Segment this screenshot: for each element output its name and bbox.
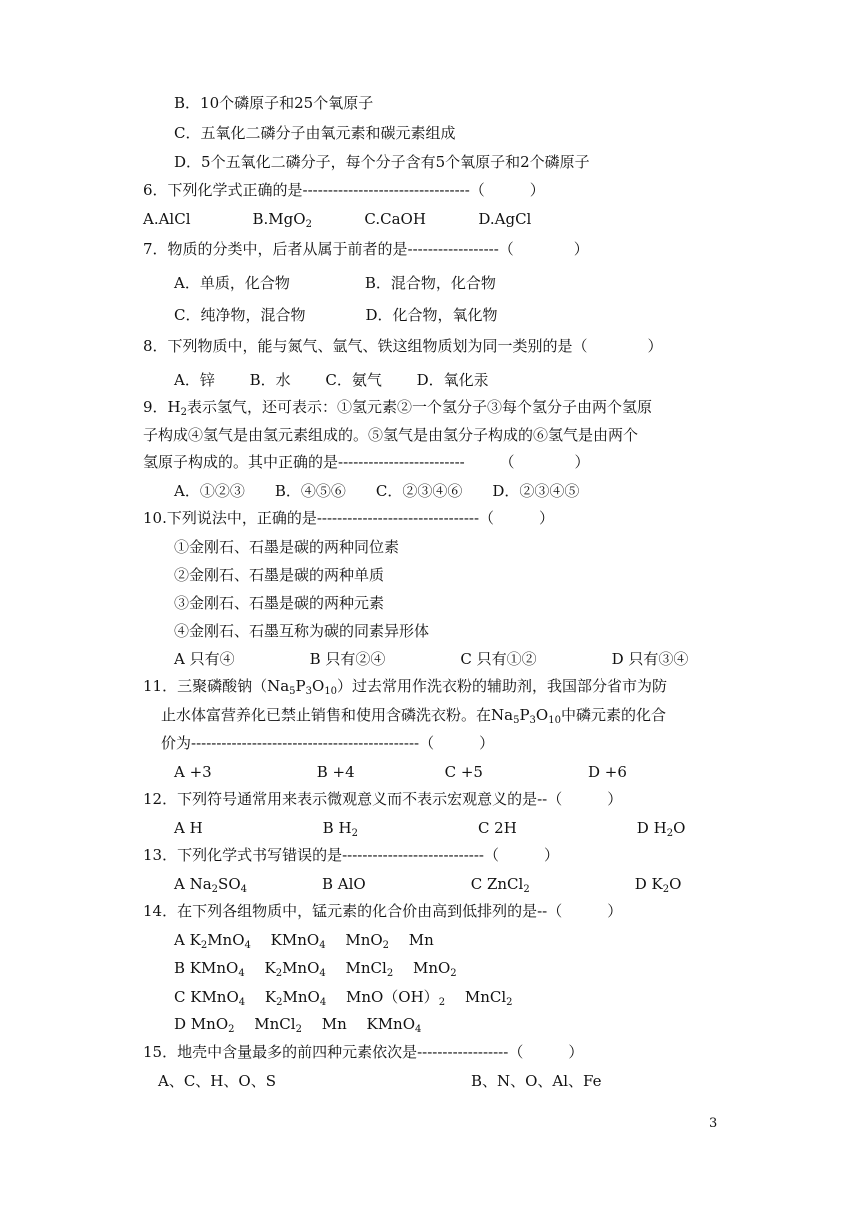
q10-options: A 只有④ B 只有②④ C 只有①② D 只有③④ bbox=[174, 650, 689, 668]
text-run: C.CaOH bbox=[364, 210, 426, 228]
subscript: 4 bbox=[238, 968, 245, 979]
text-run: O bbox=[312, 677, 325, 695]
q13-stem: 13．下列化学式书写错误的是----------------------------（ ） bbox=[143, 846, 560, 864]
subscript: 2 bbox=[276, 997, 283, 1008]
q12-options bbox=[174, 818, 685, 838]
q11-stem-line3: 价为---------------------------------------------（ ） bbox=[161, 734, 495, 752]
subscript: 2 bbox=[180, 407, 187, 418]
q15-stem: 15．地壳中含量最多的前四种元素依次是------------------（ ） bbox=[143, 1043, 584, 1061]
q5-option-b: B．10个磷原子和25个氧原子 bbox=[174, 94, 374, 112]
subscript: 2 bbox=[666, 828, 674, 839]
text-run: MnO bbox=[282, 959, 320, 977]
text-run: A H B H bbox=[174, 819, 352, 837]
q11-stem-line1 bbox=[143, 676, 667, 696]
subscript: 2 bbox=[351, 828, 358, 839]
subscript: 4 bbox=[415, 1024, 422, 1035]
subscript: 2 bbox=[228, 1024, 235, 1035]
q14-option-b bbox=[174, 958, 457, 978]
text-run: MnO bbox=[207, 931, 245, 949]
q11-options: A +3 B +4 C +5 D +6 bbox=[174, 763, 627, 781]
q14-option-a bbox=[174, 930, 434, 950]
subscript: 10 bbox=[324, 686, 338, 697]
text-run bbox=[312, 210, 364, 228]
text-run: KMnO bbox=[250, 931, 320, 949]
subscript: 4 bbox=[319, 968, 326, 979]
text-run: MnCl bbox=[445, 988, 507, 1006]
q15-options: A、C、H、O、S B、N、O、Al、Fe bbox=[158, 1072, 602, 1090]
q8-stem: 8．下列物质中，能与氮气、氩气、铁这组物质划为同一类别的是（ ） bbox=[143, 337, 663, 355]
q14-option-d bbox=[174, 1014, 421, 1034]
text-run: C 2H D H bbox=[357, 819, 667, 837]
text-run: Mn bbox=[389, 931, 434, 949]
text-run: K bbox=[244, 959, 276, 977]
subscript: 2 bbox=[275, 968, 283, 979]
text-run: 11．三聚磷酸钠（Na bbox=[143, 677, 290, 695]
text-run: MnCl bbox=[234, 1015, 296, 1033]
subscript: 2 bbox=[523, 884, 530, 895]
text-run: D.AgCl bbox=[478, 210, 532, 228]
subscript: 2 bbox=[295, 1024, 302, 1035]
subscript: 5 bbox=[289, 686, 296, 697]
subscript: 2 bbox=[506, 997, 513, 1008]
q12-stem: 12．下列符号通常用来表示微观意义而不表示宏观意义的是--（ ） bbox=[143, 790, 623, 808]
text-run: D K bbox=[529, 875, 663, 893]
text-run: A Na bbox=[174, 875, 212, 893]
q14-stem: 14．在下列各组物质中，锰元素的化合价由高到低排列的是--（ ） bbox=[143, 902, 623, 920]
text-run: B AlO C ZnCl bbox=[247, 875, 524, 893]
q10-stem: 10.下列说法中，正确的是--------------------------------（ ） bbox=[143, 509, 555, 527]
q6-stem: 6．下列化学式正确的是---------------------------------（ ） bbox=[143, 181, 545, 199]
subscript: 2 bbox=[438, 997, 446, 1008]
text-run bbox=[191, 210, 253, 228]
q7-options-cd: C．纯净物，混合物 D．化合物，氧化物 bbox=[174, 306, 498, 324]
subscript: 2 bbox=[450, 968, 457, 979]
text-run: MnO bbox=[282, 988, 320, 1006]
text-run: A K bbox=[174, 931, 201, 949]
text-run: K bbox=[245, 988, 277, 1006]
subscript: 2 bbox=[211, 884, 219, 895]
text-run: ）过去常用作洗衣粉的辅助剂，我国部分省市为防 bbox=[337, 677, 668, 695]
text-run: O bbox=[673, 819, 686, 837]
q7-options-ab: A．单质，化合物 B．混合物，化合物 bbox=[174, 274, 496, 292]
q6-options bbox=[143, 209, 531, 229]
q9-stem-line2: 子构成④氢气是由氢元素组成的。⑤氢气是由氢分子构成的⑥氢气是由两个 bbox=[143, 426, 639, 444]
q10-statement-3: ③金刚石、石墨是碳的两种元素 bbox=[174, 594, 385, 612]
text-run: MnO bbox=[393, 959, 451, 977]
page-number: 3 bbox=[709, 1116, 718, 1131]
q8-options: A．锌 B．水 C．氨气 D．氧化汞 bbox=[174, 371, 489, 389]
q11-stem-line2 bbox=[161, 705, 666, 725]
q10-statement-4: ④金刚石、石墨互称为碳的同素异形体 bbox=[174, 622, 430, 640]
q5-option-c: C．五氧化二磷分子由氧元素和碳元素组成 bbox=[174, 124, 456, 142]
q10-statement-2: ②金刚石、石墨是碳的两种单质 bbox=[174, 566, 385, 584]
text-run: 止水体富营养化已禁止销售和使用含磷洗衣粉。在Na bbox=[161, 706, 514, 724]
subscript: 4 bbox=[240, 884, 247, 895]
text-run: 表示氢气，还可表示：①氢元素②一个氢分子③每个氢分子由两个氢原 bbox=[187, 398, 653, 416]
text-run: SO bbox=[218, 875, 241, 893]
text-run: MnO bbox=[325, 931, 383, 949]
subscript: 10 bbox=[548, 715, 561, 726]
text-run: MnCl bbox=[325, 959, 387, 977]
text-run: B KMnO bbox=[174, 959, 239, 977]
subscript: 4 bbox=[319, 997, 327, 1008]
subscript: 3 bbox=[529, 715, 536, 726]
q9-stem-line1 bbox=[143, 397, 652, 417]
q14-option-c bbox=[174, 987, 513, 1007]
q9-stem-line3: 氢原子构成的。其中正确的是------------------------- （ ） bbox=[143, 453, 590, 471]
q7-stem: 7．物质的分类中，后者从属于前者的是------------------（ ） bbox=[143, 240, 589, 258]
subscript: 2 bbox=[662, 884, 670, 895]
text-run: O bbox=[669, 875, 682, 893]
text-run: 中磷元素的化合 bbox=[560, 706, 666, 724]
text-run: Mn KMnO bbox=[301, 1015, 416, 1033]
text-run bbox=[426, 210, 478, 228]
subscript: 5 bbox=[513, 715, 520, 726]
subscript: 4 bbox=[238, 997, 246, 1008]
text-run: B.MgO bbox=[252, 210, 306, 228]
subscript: 2 bbox=[386, 968, 394, 979]
text-run: C KMnO bbox=[174, 988, 239, 1006]
q13-options bbox=[174, 874, 681, 894]
text-run: MnO（OH） bbox=[326, 988, 439, 1006]
text-run: A.AlCl bbox=[143, 210, 191, 228]
subscript: 2 bbox=[305, 219, 312, 230]
subscript: 4 bbox=[319, 940, 326, 951]
text-run: 9．H bbox=[143, 398, 181, 416]
subscript: 2 bbox=[382, 940, 390, 951]
text-run: O bbox=[535, 706, 549, 724]
q5-option-d: D．5个五氧化二磷分子，每个分子含有5个氧原子和2个磷原子 bbox=[174, 153, 590, 171]
q10-statement-1: ①金刚石、石墨是碳的两种同位素 bbox=[174, 538, 400, 556]
subscript: 2 bbox=[200, 940, 208, 951]
subscript: 3 bbox=[305, 686, 312, 697]
text-run: D MnO bbox=[174, 1015, 229, 1033]
text-run: P bbox=[519, 706, 530, 724]
subscript: 4 bbox=[244, 940, 251, 951]
q9-options: A．①②③ B．④⑤⑥ C．②③④⑥ D．②③④⑤ bbox=[174, 482, 580, 500]
text-run: P bbox=[295, 677, 306, 695]
